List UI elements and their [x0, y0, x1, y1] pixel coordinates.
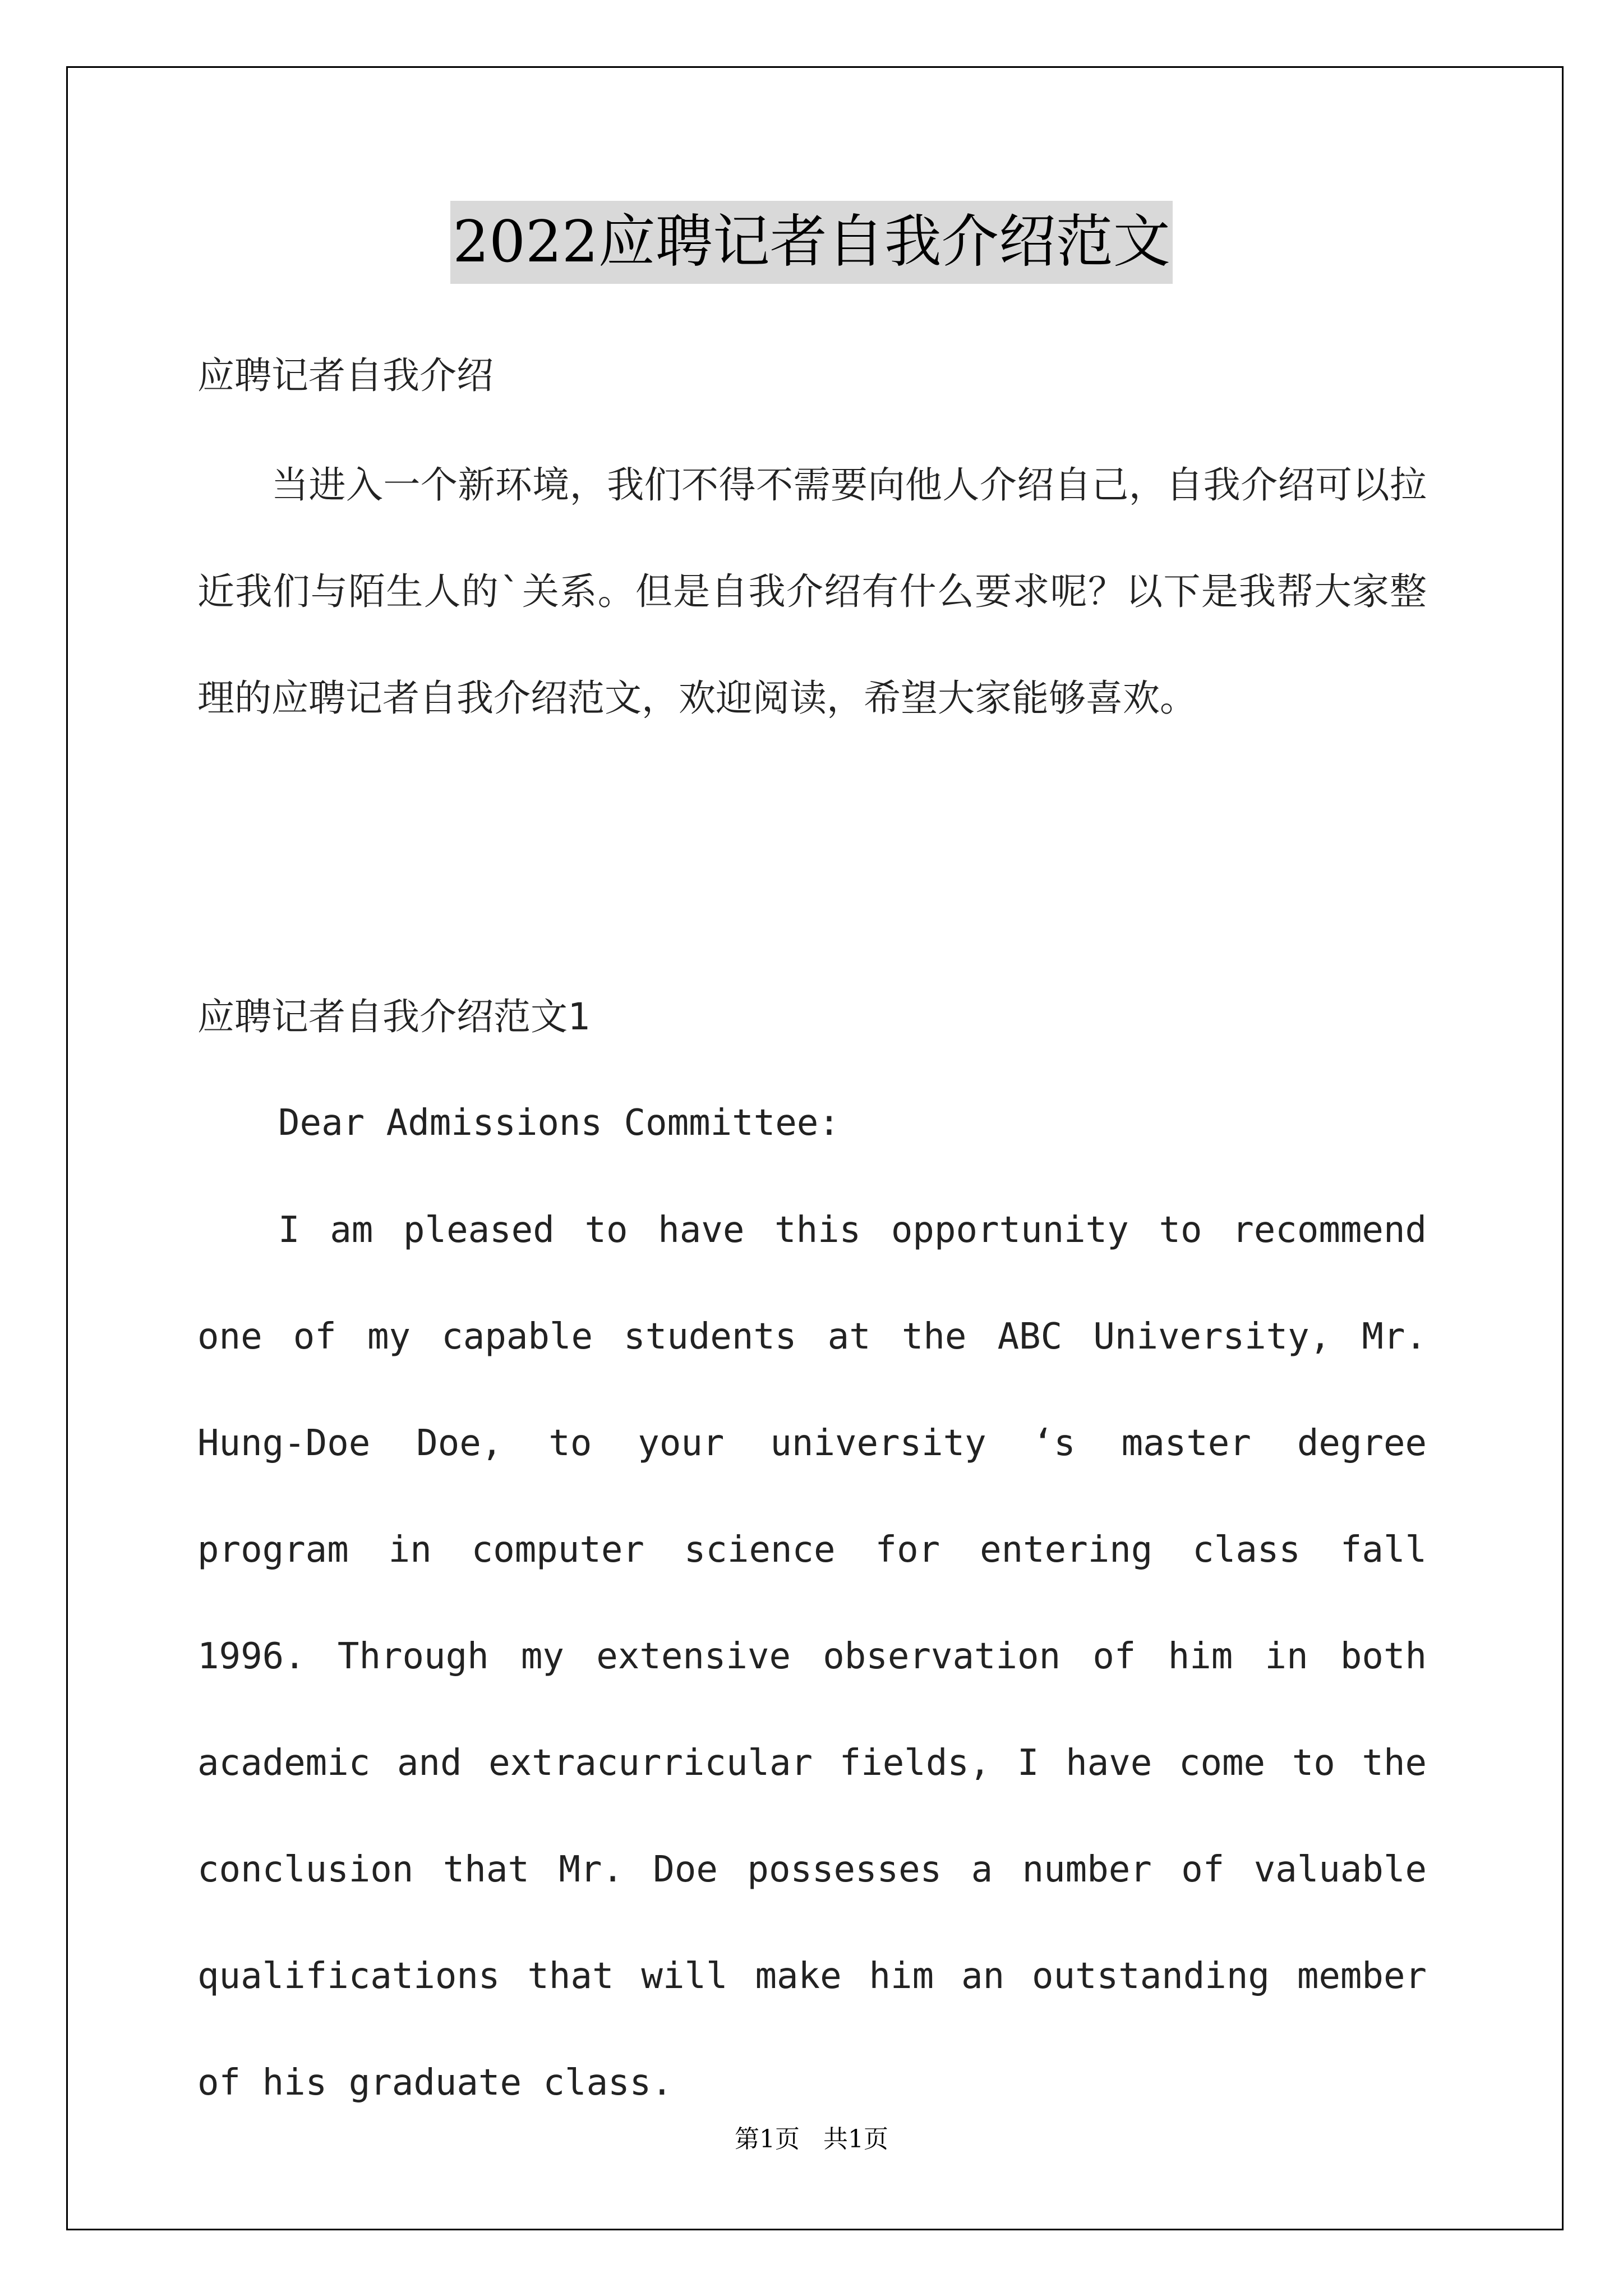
section-heading-sample-1: 应聘记者自我介绍范文1 — [197, 995, 590, 1038]
page-footer: 第1页 共1页 — [735, 2125, 888, 2154]
letter-salutation: Dear Admissions Committee: — [278, 1102, 840, 1144]
section-heading-intro: 应聘记者自我介绍 — [197, 354, 494, 397]
document-title: 2022应聘记者自我介绍范文 — [450, 201, 1173, 284]
intro-paragraph: 当进入一个新环境，我们不得不需要向他人介绍自己，自我介绍可以拉近我们与陌生人的`关系。但是自我介绍有什么要求呢？以下是我帮大家整理的应聘记者自我介绍范文，欢迎阅读，希望大家能够喜欢。 — [197, 463, 1427, 720]
title-container — [0, 201, 1623, 284]
letter-body-paragraph: I am pleased to have this opportunity to recommend one of my capable students at the ABC University, Mr. Hung-Doe Doe, to your university ‘s master degree program in computer science for entering class fall 1996. Through my extensive observation of him in both academic and extracurricular fields, I have come to the conclusion that Mr. Doe possesses a number of valuable qualifications that will make him an outstanding member of his graduate class. — [197, 1209, 1427, 2104]
